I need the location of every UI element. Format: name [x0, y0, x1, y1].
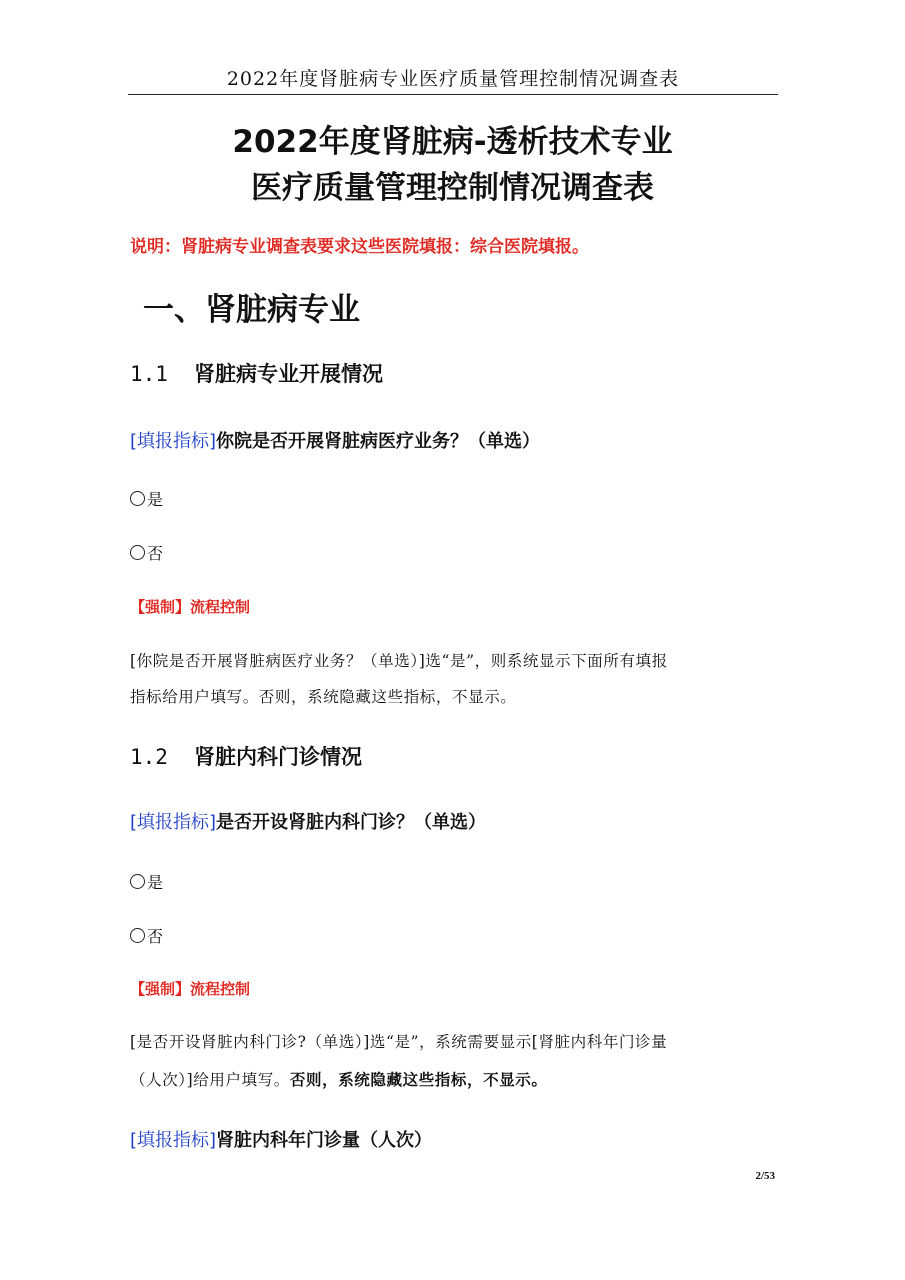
option-label: 是 — [147, 873, 164, 892]
subsection-number: 1.2 — [130, 745, 168, 769]
indicator-tag: [填报指标] — [130, 431, 217, 452]
indicator-text: 你院是否开展肾脏病医疗业务？（单选） — [216, 431, 541, 452]
option-yes[interactable] — [130, 870, 163, 893]
option-no[interactable] — [130, 924, 163, 947]
radio-circle-icon[interactable] — [130, 928, 145, 943]
subsection-title: 肾脏内科门诊情况 — [194, 745, 362, 769]
indicator-question-2 — [130, 808, 486, 834]
subsection-heading-1-2 — [130, 741, 362, 771]
indicator-text: 肾脏内科年门诊量（人次） — [216, 1130, 433, 1151]
indicator-text: 是否开设肾脏内科门诊？（单选） — [216, 812, 487, 833]
control-label: 【强制】流程控制 — [130, 980, 251, 998]
indicator-tag: [填报指标] — [130, 812, 217, 833]
control-description-bold: 否则，系统隐藏这些指标，不显示。 — [289, 1070, 548, 1089]
document-title-line1: 2022年度肾脏病-透析技术专业 — [232, 124, 673, 160]
radio-circle-icon[interactable] — [130, 545, 145, 560]
control-description-line1: [你院是否开展肾脏病医疗业务？（单选）]选“是”，则系统显示下面所有填报 — [130, 652, 668, 670]
running-header: 2022年度肾脏病专业医疗质量管理控制情况调查表 — [226, 68, 680, 90]
option-label: 是 — [147, 490, 164, 509]
header-rule — [128, 94, 778, 95]
option-label: 否 — [147, 927, 164, 946]
radio-circle-icon[interactable] — [130, 874, 145, 889]
instruction-note: 说明：肾脏病专业调查表要求这些医院填报：综合医院填报。 — [130, 237, 589, 257]
control-label: 【强制】流程控制 — [130, 598, 251, 616]
section-heading: 一、肾脏病专业 — [143, 292, 360, 328]
document-title-line2: 医疗质量管理控制情况调查表 — [251, 170, 654, 206]
subsection-heading-1-1 — [130, 358, 383, 388]
subsection-title: 肾脏病专业开展情况 — [194, 362, 383, 386]
control-description-plain: （人次）]给用户填写。 — [130, 1071, 290, 1089]
indicator-question-1 — [130, 427, 540, 453]
option-no[interactable] — [130, 541, 163, 564]
control-description-line1: [是否开设肾脏内科门诊?（单选）]选“是”，系统需要显示[肾脏内科年门诊量 — [130, 1033, 668, 1051]
page-number: 2/53 — [755, 1170, 775, 1182]
subsection-number: 1.1 — [130, 362, 168, 386]
control-description-line2 — [130, 1068, 548, 1090]
radio-circle-icon[interactable] — [130, 491, 145, 506]
indicator-question-3 — [130, 1126, 432, 1152]
option-label: 否 — [147, 544, 164, 563]
option-yes[interactable] — [130, 487, 163, 510]
indicator-tag: [填报指标] — [130, 1130, 217, 1151]
control-description-line2: 指标给用户填写。否则，系统隐藏这些指标，不显示。 — [130, 688, 517, 706]
